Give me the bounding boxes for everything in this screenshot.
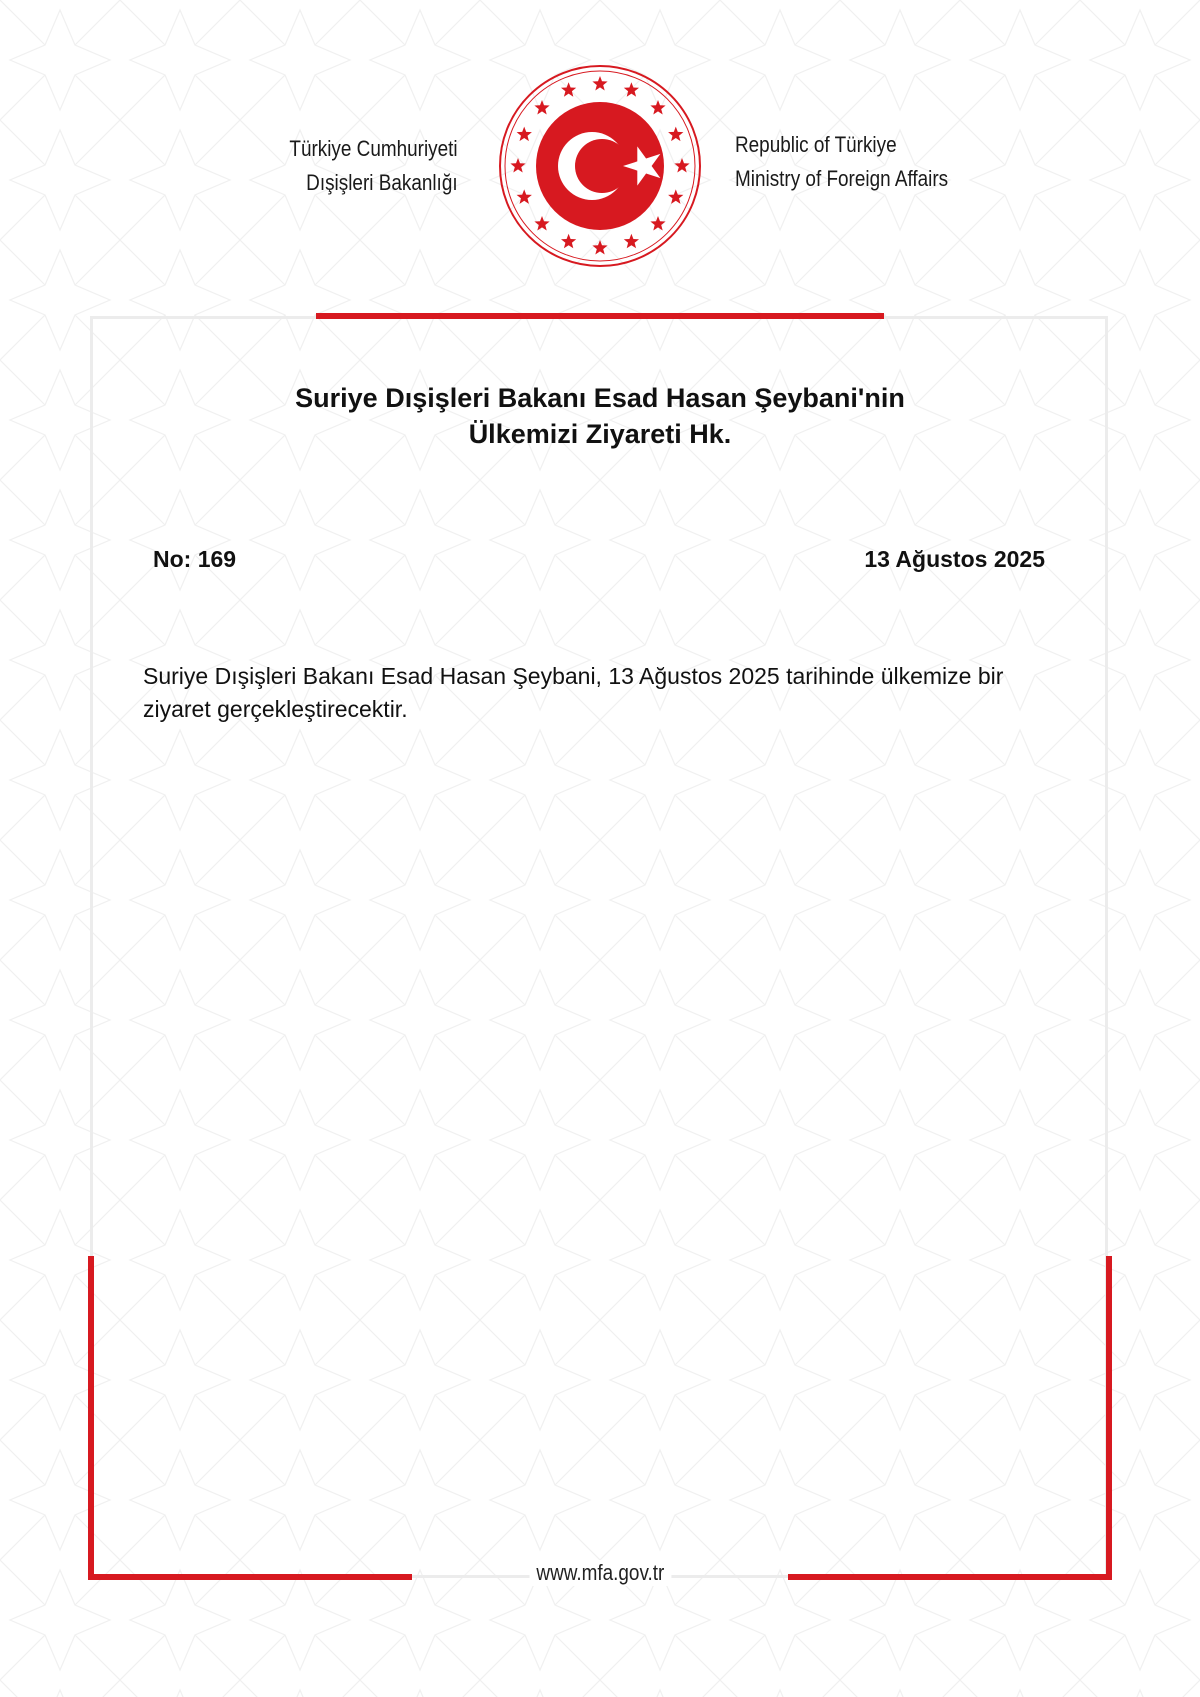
seal-ring-star-icon	[624, 82, 639, 97]
seal-ring-star-icon	[534, 100, 549, 115]
seal-ring-star-icon	[592, 76, 607, 91]
seal-ring-star-icon	[517, 189, 532, 204]
seal-ring-star-icon	[592, 240, 607, 255]
document-title	[150, 380, 1050, 452]
seal-ring-star-icon	[668, 127, 683, 142]
seal-ring-star-icon	[517, 127, 532, 142]
turkish-crescent-star-seal-icon	[494, 60, 706, 272]
document-body: Suriye Dışişleri Bakanı Esad Hasan Şeybani, 13 Ağustos 2025 tarihinde ülkemize bir ziyaret gerçekleştirecektir.	[143, 663, 1004, 722]
document-date: 13 Ağustos 2025	[864, 546, 1045, 572]
seal-ring-star-icon	[510, 158, 525, 173]
seal-ring-star-icon	[668, 189, 683, 204]
seal-ring-star-icon	[561, 234, 576, 248]
seal-ring-star-icon	[534, 216, 549, 231]
seal-ring-star-icon	[650, 216, 665, 231]
document-number: No: 169	[153, 546, 237, 572]
document-frame	[90, 316, 1108, 1578]
seal-ring-star-icon	[674, 158, 689, 173]
header-tr-line2: Dışişleri Bakanlığı	[306, 170, 458, 195]
header-ministry-tr	[290, 132, 458, 200]
seal-ring-star-icon	[561, 82, 576, 97]
frame-red-top-accent	[316, 313, 884, 319]
frame-red-left-accent	[88, 1256, 94, 1580]
title-line1: Suriye Dışişleri Bakanı Esad Hasan Şeybani'nin	[295, 383, 905, 413]
header-tr-line1: Türkiye Cumhuriyeti	[289, 136, 458, 161]
title-line2: Ülkemizi Ziyareti Hk.	[468, 419, 732, 449]
frame-red-right-accent	[1106, 1256, 1112, 1580]
seal-ring-star-icon	[650, 100, 665, 115]
seal-ring-star-icon	[624, 234, 639, 248]
footer-url-link[interactable]: www.mfa.gov.tr	[529, 1560, 671, 1586]
header-en-line2: Ministry of Foreign Affairs	[735, 166, 949, 191]
header-en-line1: Republic of Türkiye	[735, 132, 897, 157]
footer-website	[0, 1560, 1200, 1586]
header-ministry-en	[735, 128, 948, 196]
